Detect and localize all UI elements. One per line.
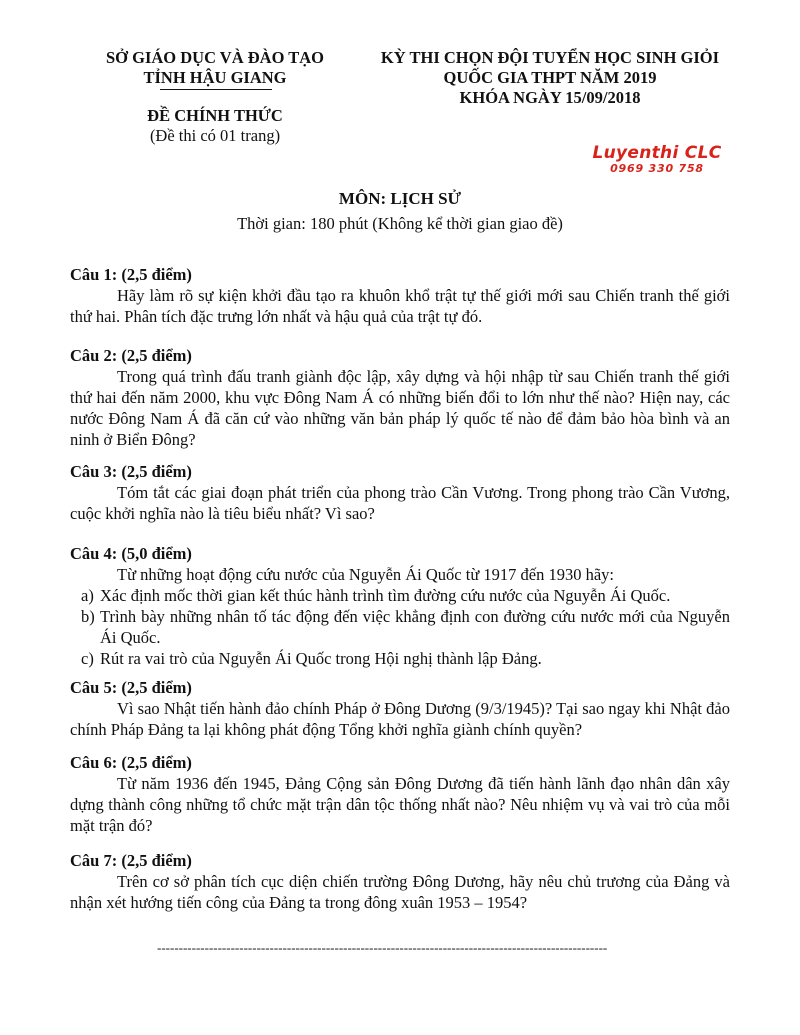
logo-name: Luyenthi CLC [592,143,722,163]
question-body: Tóm tắt các giai đoạn phát triển của phong trào Cần Vương. Trong phong trào Cần Vương, cuộc khởi nghĩa nào là tiêu biểu nhất? Vì sao? [70,483,730,523]
sub-item-label: c) [81,649,94,668]
question-1 [70,264,730,327]
question-title: Câu 5: (2,5 điểm) [70,678,192,697]
question-3 [70,461,730,524]
question-6 [70,752,730,836]
sub-item-label: a) [81,586,94,605]
question-title: Câu 1: (2,5 điểm) [70,265,192,284]
logo-phone: 0969 330 758 [610,162,704,175]
province-name: TỈNH HẬU GIANG [143,68,287,87]
question-title: Câu 4: (5,0 điểm) [70,544,192,563]
sub-item-a [70,585,730,606]
question-7 [70,850,730,913]
question-title: Câu 6: (2,5 điểm) [70,753,192,772]
question-5 [70,677,730,740]
exam-year: QUỐC GIA THPT NĂM 2019 [443,68,657,87]
province-underline [160,89,272,90]
time-limit: Thời gian: 180 phút (Không kể thời gian giao đề) [237,214,563,233]
question-body: Hãy làm rõ sự kiện khởi đầu tạo ra khuôn khổ trật tự thế giới mới sau Chiến tranh thế giới thứ hai. Phân tích đặc trưng lớn nhất và hậu quả của trật tự đó. [70,286,730,326]
exam-title: KỲ THI CHỌN ĐỘI TUYỂN HỌC SINH GIỎI [380,48,720,67]
question-title: Câu 7: (2,5 điểm) [70,851,192,870]
sub-item-label: b) [81,607,95,626]
sub-item-text: Rút ra vai trò của Nguyễn Ái Quốc trong Hội nghị thành lập Đảng. [100,649,542,668]
question-body: Vì sao Nhật tiến hành đảo chính Pháp ở Đông Dương (9/3/1945)? Tại sao ngay khi Nhật đảo chính Pháp Đảng ta lại không phát động Tổng khởi nghĩa giành chính quyền? [70,699,730,739]
department-name: SỞ GIÁO DỤC VÀ ĐÀO TẠO [105,48,325,67]
end-dashed-line: -------------------------------------------------------------------------------------------------------- [157,941,608,955]
question-body: Từ năm 1936 đến 1945, Đảng Cộng sản Đông Dương đã tiến hành lãnh đạo nhân dân xây dựng thành công những tổ chức mặt trận dân tộc thống nhất nào? Nêu nhiệm vụ và vai trò của mỗi mặt trận đó? [70,774,730,835]
sub-item-text: Xác định mốc thời gian kết thúc hành trình tìm đường cứu nước của Nguyễn Ái Quốc. [100,586,671,605]
question-title: Câu 3: (2,5 điểm) [70,462,192,481]
page-count-note: (Đề thi có 01 trang) [149,126,281,145]
sub-item-c [70,648,730,669]
question-title: Câu 2: (2,5 điểm) [70,346,192,365]
luyenthi-logo [572,145,742,177]
question-body: Từ những hoạt động cứu nước của Nguyễn Ái Quốc từ 1917 đến 1930 hãy: [117,565,615,584]
exam-date: KHÓA NGÀY 15/09/2018 [459,88,641,107]
question-2 [70,345,730,450]
subject-title: MÔN: LỊCH SỬ [338,189,462,208]
sub-item-b [70,606,730,648]
official-label: ĐỀ CHÍNH THỨC [147,106,283,125]
question-4 [70,543,730,669]
question-body: Trong quá trình đấu tranh giành độc lập, xây dựng và hội nhập từ sau Chiến tranh thế giới thứ hai đến năm 2000, khu vực Đông Nam Á có những biến đổi to lớn như thế nào? Hiện nay, các nước Đông Nam Á đã căn cứ vào những văn bản pháp lý quốc tế nào để đảm bảo hòa bình và an ninh ở Biển Đông? [70,367,730,449]
sub-item-text: Trình bày những nhân tố tác động đến việc khẳng định con đường cứu nước mới của Nguyễn Ái Quốc. [100,607,730,647]
question-body: Trên cơ sở phân tích cục diện chiến trường Đông Dương, hãy nêu chủ trương của Đảng và nhận xét hướng tiến công của Đảng ta trong đông xuân 1953 – 1954? [70,872,730,912]
